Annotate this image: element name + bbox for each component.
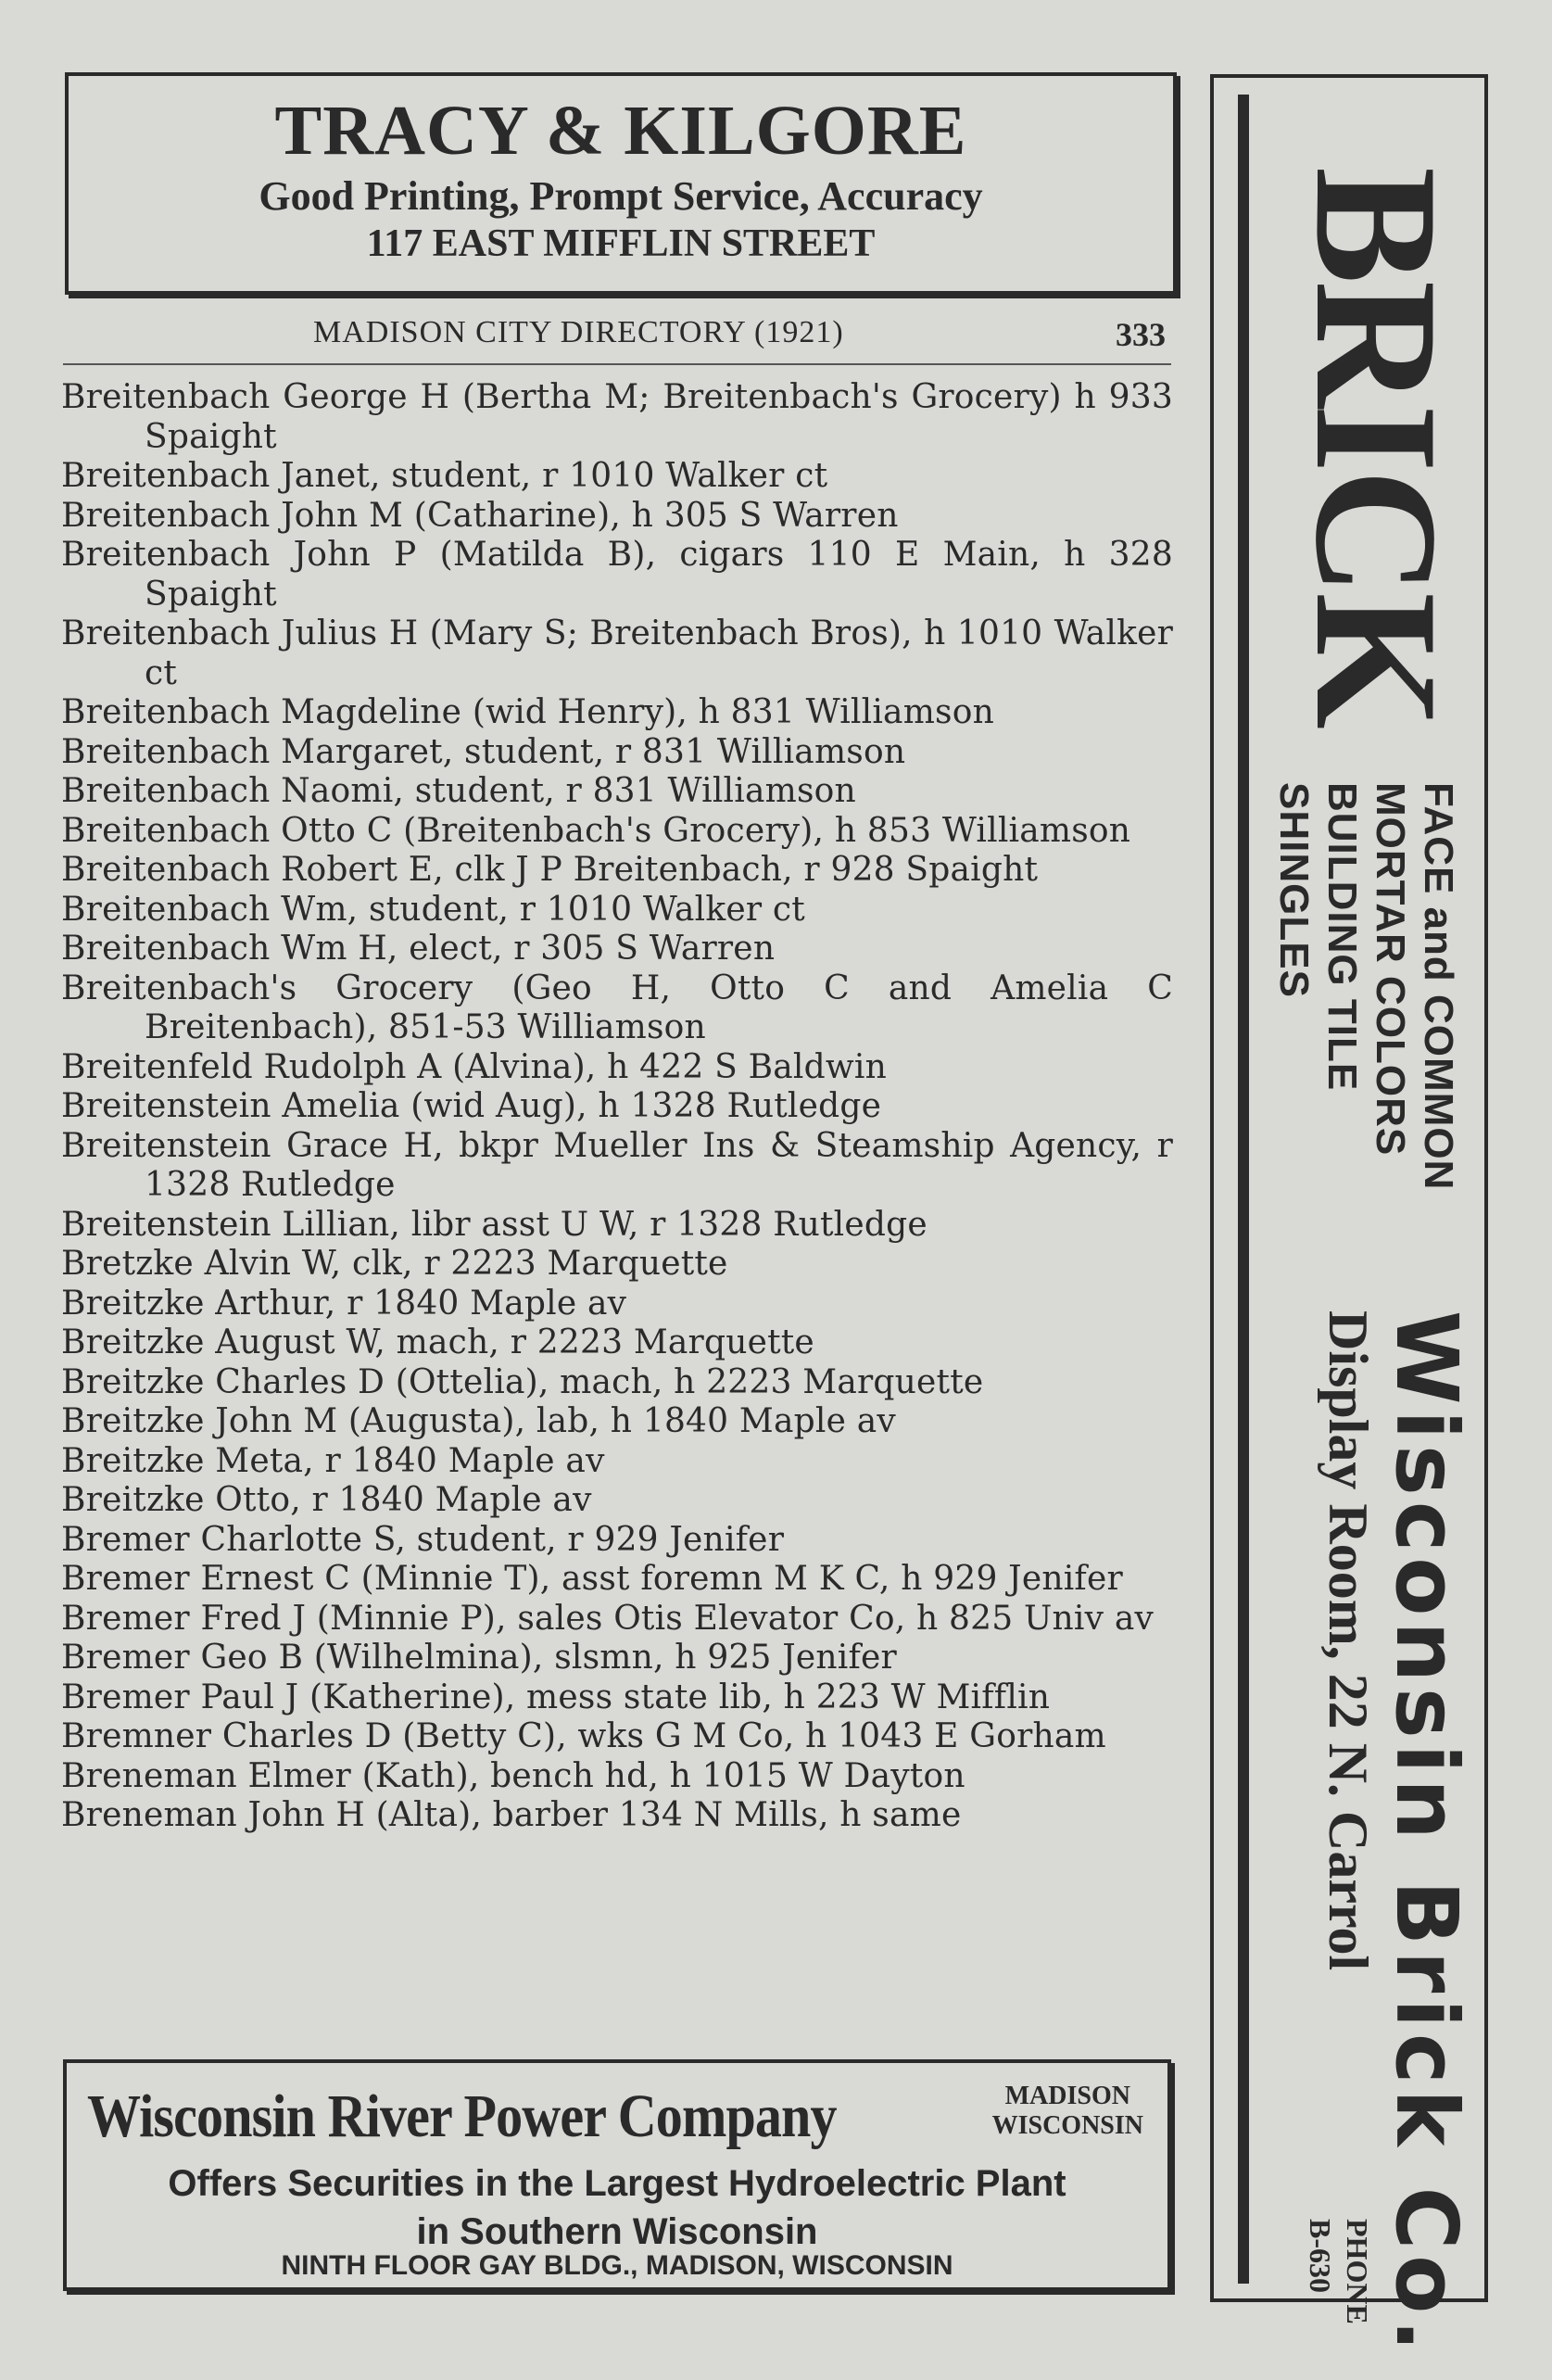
directory-entry: Breitenstein Grace H, bkpr Mueller Ins & Steamship Agency, r 1328 Rutledge: [61, 1126, 1173, 1204]
directory-entry: Bretzke Alvin W, clk, r 2223 Marquette: [61, 1245, 728, 1283]
directory-entry: Breitenbach Naomi, student, r 831 Williamson: [61, 772, 856, 810]
power-company-building: NINTH FLOOR GAY BLDG., MADISON, WISCONSIN: [281, 2250, 953, 2281]
directory-entry: Bremer Fred J (Minnie P), sales Otis Elevator Co, h 825 Univ av: [61, 1599, 1155, 1638]
phone-number: B-630: [1304, 2219, 1337, 2293]
brick-headline: BRICK: [1279, 167, 1473, 726]
wisconsin-brick-ad: [1210, 74, 1488, 2358]
power-company-city: [992, 2082, 1143, 2141]
directory-entry: Breitenbach Wm, student, r 1010 Walker ct: [61, 890, 805, 929]
directory-entry: Breitenbach Margaret, student, r 831 Williamson: [61, 732, 906, 771]
directory-entry: Bremer Geo B (Wilhelmina), slsmn, h 925 Jenifer: [61, 1639, 897, 1677]
directory-entry: Bremner Charles D (Betty C), wks G M Co, h 1043 E Gorham: [61, 1717, 1106, 1755]
directory-entry: Breitenbach Otto C (Breitenbach's Grocery), h 853 Williamson: [61, 811, 1131, 850]
ad-business-name: TRACY & KILGORE: [274, 92, 967, 170]
directory-entry: Breitenbach Julius H (Mary S; Breitenbach Bros), h 1010 Walker ct: [61, 614, 1173, 692]
directory-entry: Breitenbach John M (Catharine), h 305 S Warren: [61, 496, 899, 535]
directory-entry: Breitenstein Lillian, libr asst U W, r 1328 Rutledge: [61, 1205, 927, 1244]
ad-divider-bar: [1238, 95, 1249, 2284]
page-number: 333: [1116, 316, 1166, 353]
product-item: SHINGLES: [1271, 782, 1317, 998]
directory-title: MADISON CITY DIRECTORY (1921): [313, 315, 844, 349]
directory-entry: Bremer Charlotte S, student, r 929 Jenifer: [61, 1520, 785, 1559]
phone-block: [1302, 2219, 1376, 2324]
ad-tagline: Good Printing, Prompt Service, Accuracy: [259, 173, 983, 219]
product-item: FACE and COMMON: [1416, 782, 1461, 1191]
directory-entry: Breitenbach John P (Matilda B), cigars 110 E Main, h 328 Spaight: [61, 536, 1173, 614]
directory-entry: Breitzke Charles D (Ottelia), mach, h 2223 Marquette: [61, 1362, 984, 1401]
directory-entry: Breitenbach Janet, student, r 1010 Walker ct: [61, 457, 828, 495]
product-item: BUILDING TILE: [1319, 782, 1365, 1092]
brick-products: [1269, 782, 1462, 1190]
offer-line-2: in Southern Wisconsin: [416, 2211, 818, 2252]
directory-entry: Breitenbach Magdeline (wid Henry), h 831 Williamson: [61, 693, 994, 731]
ad-address: 117 EAST MIFFLIN STREET: [366, 222, 876, 265]
directory-entry: Breitzke John M (Augusta), lab, h 1840 Maple av: [61, 1402, 896, 1440]
offer-line-1: Offers Securities in the Largest Hydroelectric Plant: [168, 2163, 1066, 2204]
brick-company-name: Wisconsin Brick Co.: [1377, 1310, 1476, 2358]
directory-listing: [61, 378, 1173, 1836]
page-header: [63, 311, 1171, 365]
directory-entry: Breneman John H (Alta), barber 134 N Mills, h same: [61, 1796, 962, 1834]
directory-entry: Breitenbach Wm H, elect, r 305 S Warren: [61, 930, 776, 968]
directory-entry: Bremer Ernest C (Minnie T), asst foremn M K C, h 929 Jenifer: [61, 1560, 1123, 1598]
directory-entry: Breneman Elmer (Kath), bench hd, h 1015 W Dayton: [61, 1756, 965, 1795]
wisconsin-river-power-ad: [63, 2059, 1171, 2291]
directory-entry: Bremer Paul J (Katherine), mess state lib, h 223 W Mifflin: [61, 1677, 1051, 1716]
directory-entry: Breitenfeld Rudolph A (Alvina), h 422 S Baldwin: [61, 1047, 887, 1086]
product-item: MORTAR COLORS: [1368, 782, 1413, 1157]
city-line-1: MADISON: [1004, 2082, 1130, 2110]
directory-entry: Breitenstein Amelia (wid Aug), h 1328 Rutledge: [61, 1087, 882, 1125]
directory-entry: Breitzke Meta, r 1840 Maple av: [61, 1441, 605, 1480]
power-company-offer: [67, 2159, 1167, 2256]
phone-label: PHONE: [1341, 2219, 1374, 2324]
power-company-name: Wisconsin River Power Company: [87, 2082, 837, 2150]
directory-entry: Breitenbach's Grocery (Geo H, Otto C and Amelia C Breitenbach), 851-53 Williamson: [61, 968, 1173, 1046]
city-line-2: WISCONSIN: [991, 2111, 1143, 2140]
tracy-kilgore-ad: [65, 72, 1177, 295]
display-room: Display Room, 22 N. Carrol: [1318, 1310, 1379, 1971]
directory-entry: Breitzke Arthur, r 1840 Maple av: [61, 1284, 627, 1323]
directory-entry: Breitenbach Robert E, clk J P Breitenbach, r 928 Spaight: [61, 851, 1039, 889]
directory-entry: Breitenbach George H (Bertha M; Breitenbach's Grocery) h 933 Spaight: [61, 378, 1173, 456]
directory-entry: Breitzke Otto, r 1840 Maple av: [61, 1481, 592, 1519]
directory-entry: Breitzke August W, mach, r 2223 Marquette: [61, 1323, 814, 1361]
